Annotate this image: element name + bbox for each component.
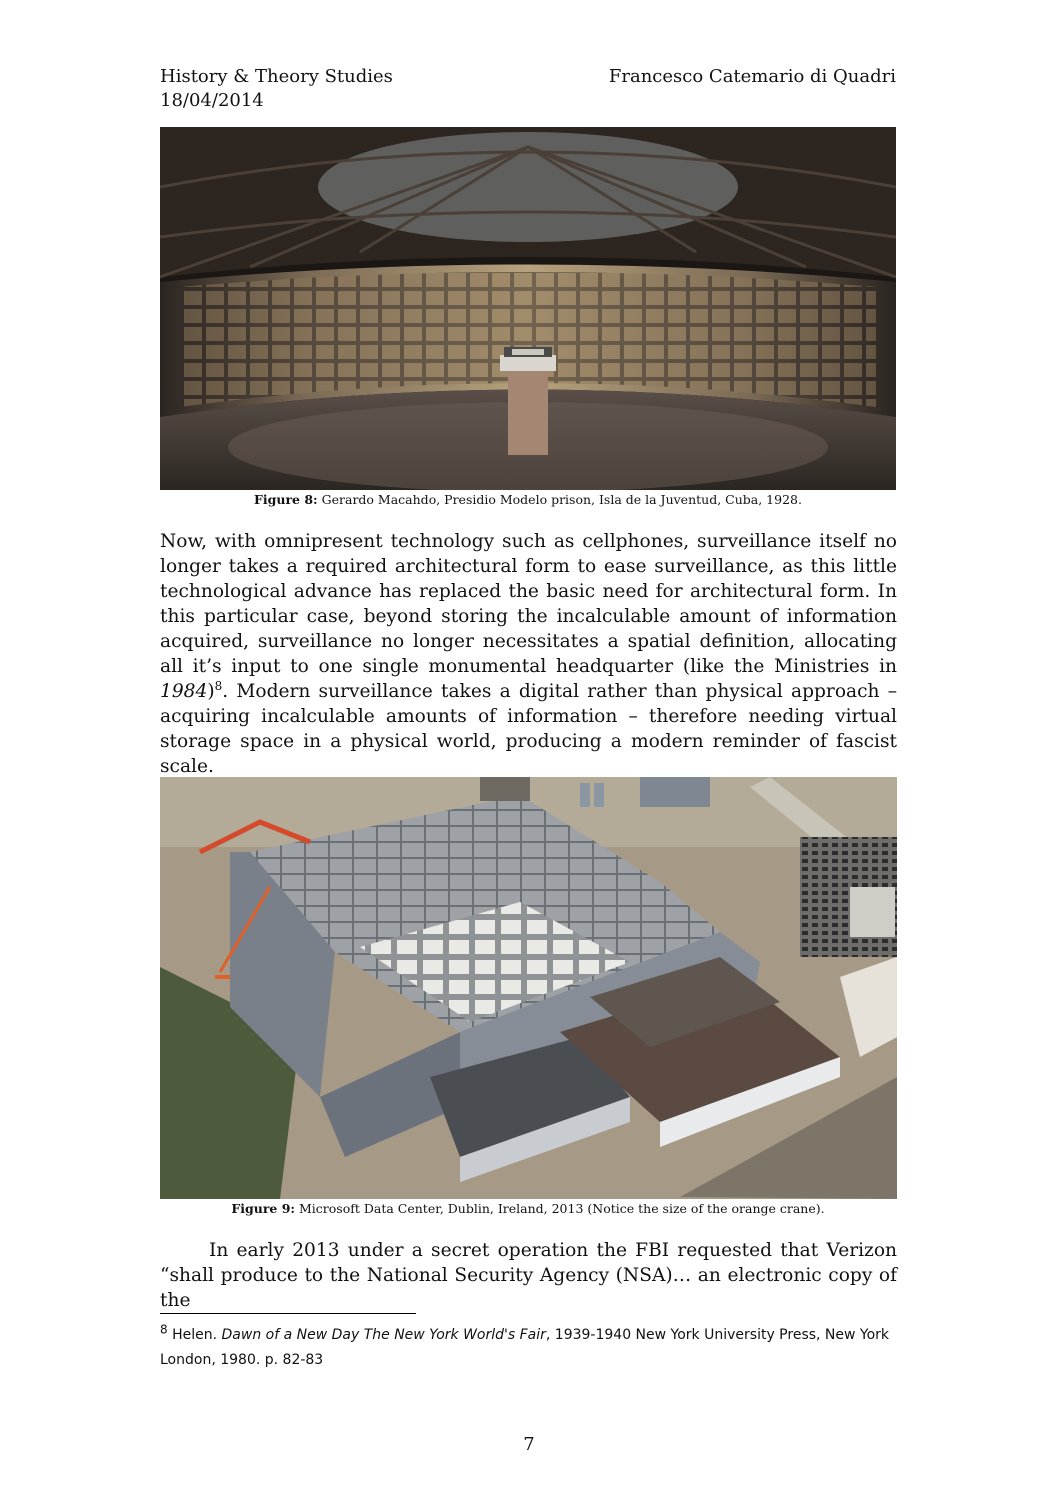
footnote-divider bbox=[160, 1313, 416, 1314]
paragraph-1-part-3: . Modern surveillance takes a digital rather than physical approach – acquiring incalculable amounts of information – therefore needing virtual storage space in a physical world, producing a modern reminder of fascist scale. bbox=[160, 681, 897, 777]
figure-8-prison-photo bbox=[160, 127, 896, 490]
footnote-title: Dawn of a New Day The New York World's Fair bbox=[221, 1327, 546, 1343]
page-number: 7 bbox=[523, 1434, 535, 1455]
figure-8-caption bbox=[160, 492, 896, 508]
figure-8-text: Gerardo Macahdo, Presidio Modelo prison, Isla de la Juventud, Cuba, 1928. bbox=[317, 492, 802, 507]
figure-9-text: Microsoft Data Center, Dublin, Ireland, 2013 (Notice the size of the orange crane). bbox=[295, 1201, 825, 1216]
paragraph-1-part-1: Now, with omnipresent technology such as cellphones, surveillance itself no longer takes a required architectural form to ease surveillance, as this little technological advance has replaced the basic need for architectural form. In this particular case, beyond storing the incalculable amount of information acquired, surveillance no longer necessitates a spatial definition, allocating all it’s input to one single monumental headquarter (like the Ministries in bbox=[160, 531, 897, 677]
figure-9-data-center-photo bbox=[160, 777, 897, 1199]
footnote-number: 8 bbox=[160, 1322, 168, 1337]
header-course: History & Theory Studies bbox=[160, 66, 393, 87]
paragraph-1-part-2: ) bbox=[207, 681, 215, 702]
header-author: Francesco Catemario di Quadri bbox=[608, 66, 896, 87]
footnote-rest: , 1939-1940 New York University Press, New York London, 1980. p. 82-83 bbox=[160, 1327, 890, 1368]
footnote-author: Helen. bbox=[167, 1327, 222, 1343]
paragraph-1-italic-title: 1984 bbox=[160, 681, 208, 702]
figure-9-label: Figure 9: bbox=[231, 1201, 296, 1216]
footnote-reference[interactable]: 8 bbox=[214, 678, 223, 693]
footnote-8 bbox=[160, 1323, 897, 1373]
figure-9-caption bbox=[160, 1201, 896, 1217]
body-paragraph-2: In early 2013 under a secret operation the FBI requested that Verizon “shall produce to the National Security Agency (NSA)… an electronic copy of the bbox=[160, 1240, 897, 1311]
body-paragraph-1 bbox=[160, 529, 897, 779]
figure-8-label: Figure 8: bbox=[254, 492, 318, 507]
header-date: 18/04/2014 bbox=[160, 90, 264, 111]
